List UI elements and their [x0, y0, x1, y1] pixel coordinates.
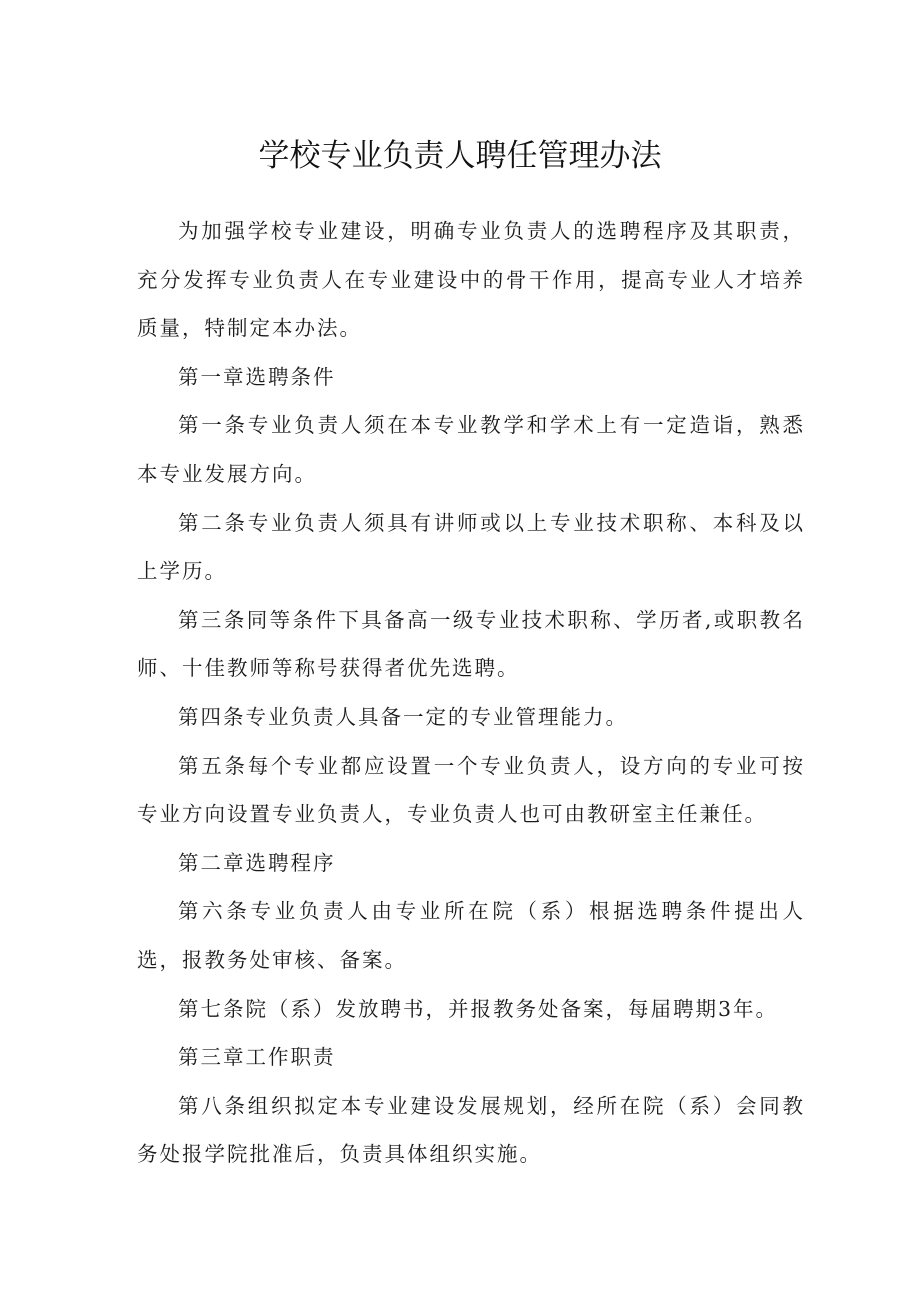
article-paragraph: 第二条专业负责人须具有讲师或以上专业技术职称、本科及以上学历。 [137, 510, 805, 584]
chapter-heading: 第三章工作职责 [178, 1045, 336, 1070]
intro-paragraph: 为加强学校专业建设，明确专业负责人的选聘程序及其职责，充分发挥专业负责人在专业建设中的骨干作用，提高专业人才培养质量，特制定本办法。 [137, 219, 805, 341]
article-paragraph: 第四条专业负责人具备一定的专业管理能力。 [178, 704, 628, 729]
document-body [137, 207, 805, 1179]
article-paragraph: 第八条组织拟定本专业建设发展规划，经所在院（系）会同教务处报学院批准后，负责具体组织实施。 [137, 1093, 805, 1167]
document-title: 学校专业负责人聘任管理办法 [258, 138, 662, 174]
chapter-heading: 第一章选聘条件 [178, 364, 336, 389]
article-paragraph: 第一条专业负责人须在本专业教学和学术上有一定造诣，熟悉本专业发展方向。 [137, 413, 805, 486]
chapter-heading: 第二章选聘程序 [178, 850, 336, 875]
article-paragraph: 第六条专业负责人由专业所在院（系）根据选聘条件提出人选，报教务处审核、备案。 [137, 899, 805, 972]
article-paragraph: 第三条同等条件下具备高一级专业技术职称、学历者,或职教名师、十佳教师等称号获得者优先选聘。 [137, 607, 805, 681]
article-paragraph: 第七条院（系）发放聘书，并报教务处备案，每届聘期3年。 [178, 996, 779, 1021]
article-paragraph: 第五条每个专业都应设置一个专业负责人，设方向的专业可按专业方向设置专业负责人，专业负责人也可由教研室主任兼任。 [137, 753, 805, 827]
